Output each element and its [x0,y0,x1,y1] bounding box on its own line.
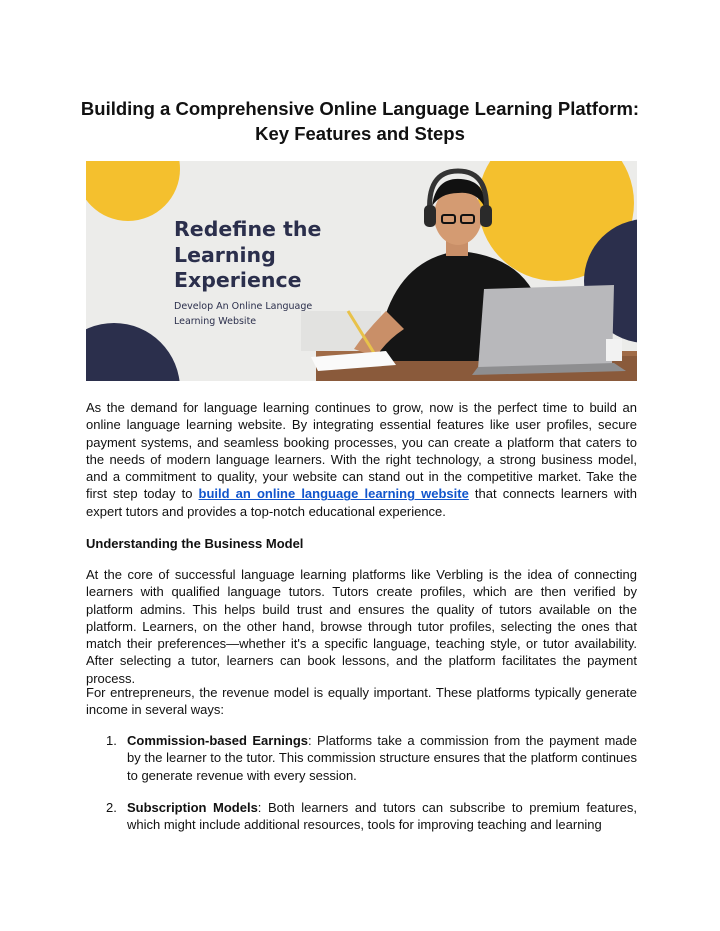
hero-banner-image [86,161,637,381]
banner-subtitle [174,299,312,329]
list-item [86,732,637,784]
build-website-link[interactable]: build an online language learning website [198,486,469,502]
section-heading: Understanding the Business Model [86,536,304,551]
title-line-1: Building a Comprehensive Online Language Learning Platform: [80,98,640,119]
list-text: : Platforms take a commission from the payment made by the learner to the tutor. This commission structure ensures that the platform continues to generate revenue with every session. [127,733,637,783]
banner-headline-line-3: Experience [174,268,302,292]
list-number: 2. [106,800,117,815]
banner-headline-line-1: Redefine the [174,217,322,241]
list-term: Commission-based Earnings [127,733,308,748]
page-title [60,96,660,146]
intro-text-before-link: As the demand for language learning continues to grow, now is the perfect time to build an online language learning website. By integrating essential features like user profiles, secure payment systems, and seamless booking processes, you can create a platform that caters to the needs of modern language learners. With the right technology, a strong business model, and a commitment to quality, your website can stand out in the competitive market. Take the first step today to [86,400,637,502]
revenue-intro-paragraph: For entrepreneurs, the revenue model is equally important. These platforms typically generate income in several ways: [86,685,637,718]
banner-illustration [86,161,637,381]
banner-subtitle-line-1: Develop An Online Language [174,301,313,312]
list-item [86,799,637,834]
banner-subtitle-line-2: Learning Website [174,316,257,327]
business-model-paragraph: At the core of successful language learning platforms like Verbling is the idea of connecting learners with qualified language tutors. Tutors create profiles, which are then verified by platform admins. This helps build trust and ensures the quality of tutors available on the platform. Learners, on the other hand, browse through tutor profiles, selecting the ones that match their preferences—whether it's a specific language, teaching style, or tutor availability. After selecting a tutor, learners can book lessons, and the platform facilitates the payment process. [86,567,637,686]
banner-headline-line-2: Learning [174,242,276,267]
title-line-2: Key Features and Steps [255,123,465,144]
list-term: Subscription Models [127,800,258,815]
banner-headline [174,217,321,294]
intro-paragraph [86,399,637,520]
list-number: 1. [106,733,117,748]
intro-text-after-link: that connects learners with expert tutors and provides a top-notch educational experience. [86,486,638,519]
laptop [478,285,614,369]
list-text: : Both learners and tutors can subscribe to premium features, which might include additional resources, tools for improving teaching and learning [127,800,637,833]
